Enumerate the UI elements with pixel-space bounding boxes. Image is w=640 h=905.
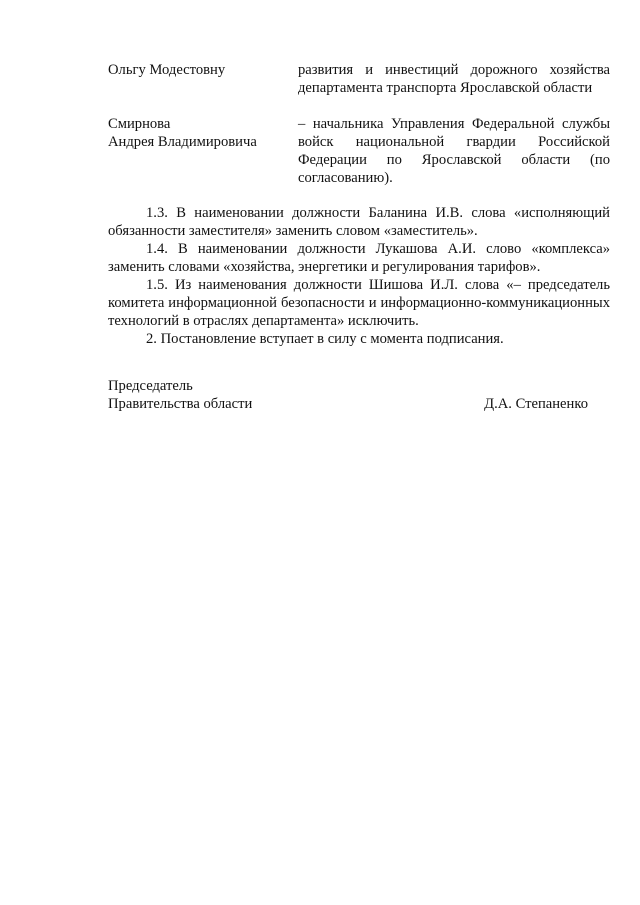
person-name-line: Ольгу Модестовну [108, 62, 226, 78]
person-surname: Смирнова [108, 116, 171, 132]
signature-block [108, 377, 588, 413]
person-entry-2 [108, 115, 610, 187]
paragraph-1-4: 1.4. В наименовании должности Лукашова А.И. слово «комплекса» заменить словами «хозяйства, энергетики и регулирования тарифов». [108, 241, 610, 275]
person-name [108, 115, 298, 187]
paragraph-1-3: 1.3. В наименовании должности Баланина И.В. слова «исполняющий обязанности заместителя» заменить словом «заместитель». [108, 205, 610, 239]
person-position: – начальника Управления Федеральной службы войск национальной гвардии Российской Федерации по Ярославской области (по согласованию). [298, 116, 610, 186]
person-given-names: Андрея Владимировича [108, 134, 257, 150]
document-body [108, 61, 610, 348]
person-position: развития и инвестиций дорожного хозяйства департамента транспорта Ярославской области [298, 62, 610, 96]
signer-name: Д.А. Степаненко [484, 396, 588, 412]
paragraph-1-5: 1.5. Из наименования должности Шишова И.Л. слова «– председатель комитета информационной безопасности и информационно-коммуникационных технологий в отраслях департамента» исключить. [108, 277, 610, 329]
signer-title-line-2: Правительства области [108, 396, 253, 412]
signer-title-line-1: Председатель [108, 378, 193, 394]
paragraph-2: 2. Постановление вступает в силу с момента подписания. [146, 331, 504, 347]
person-name [108, 61, 298, 97]
signature-row [108, 395, 588, 413]
person-entry-1 [108, 61, 610, 97]
